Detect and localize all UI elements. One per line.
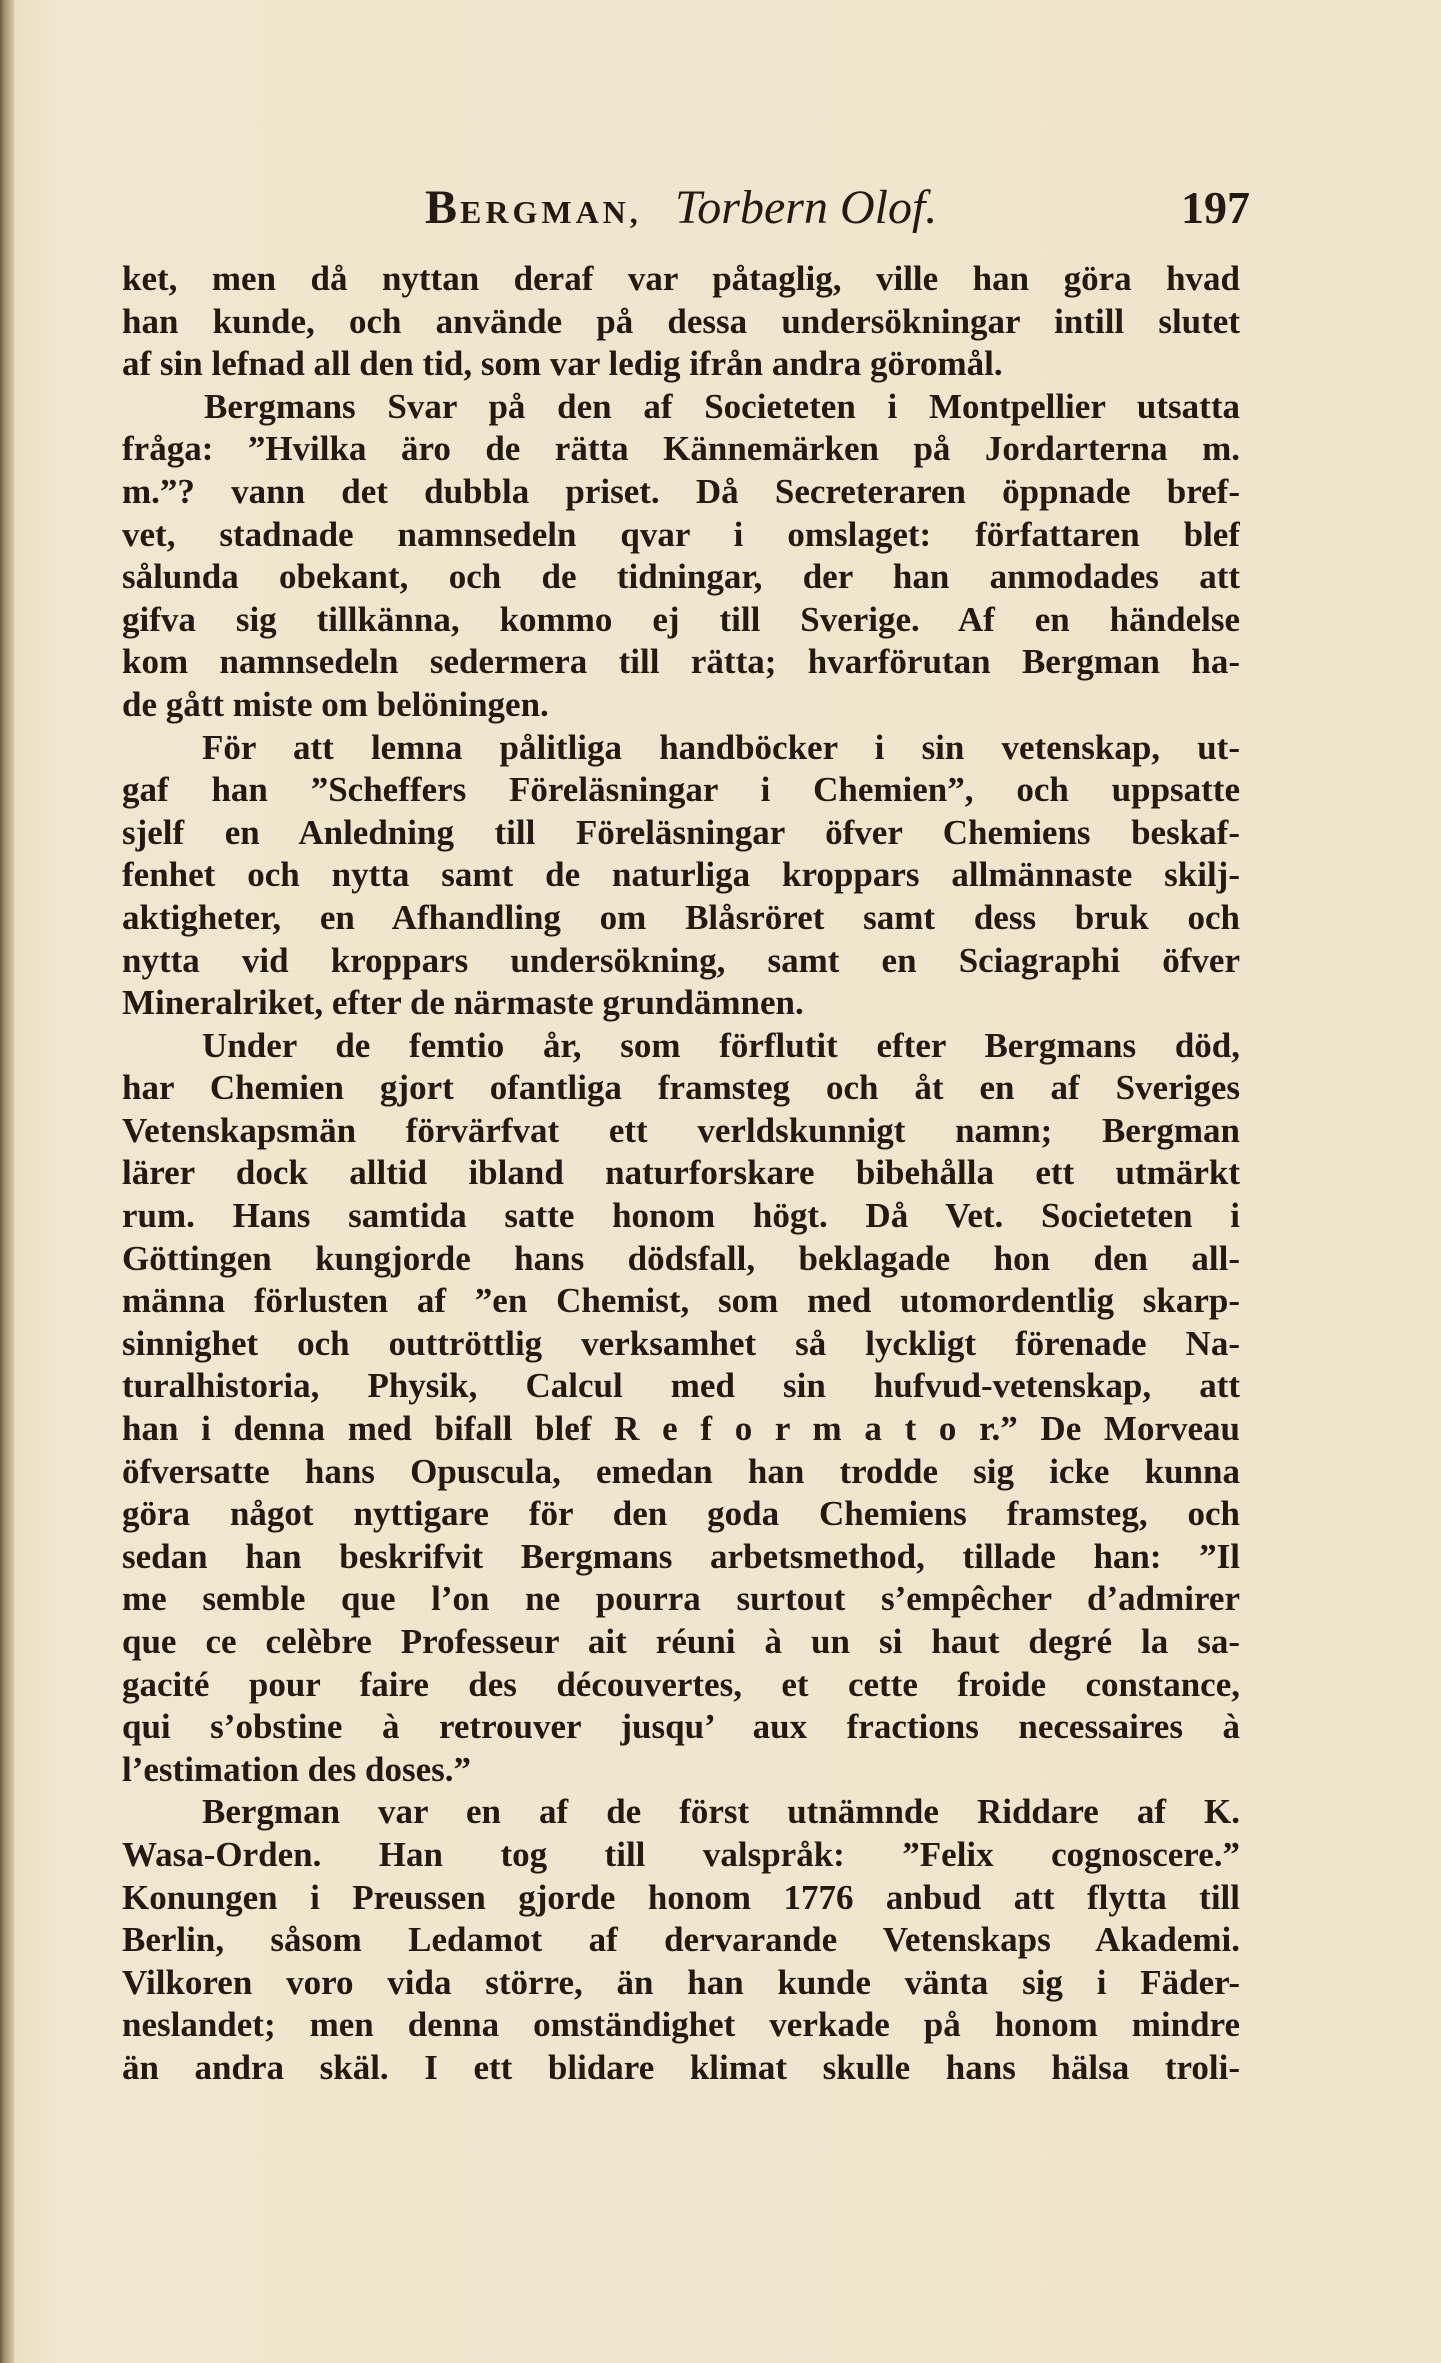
text-line: Bergman var en af de först utnämnde Riddare af K. [202,1792,1240,1832]
text-line: sålunda obekant, och de tidningar, der han anmodades att [122,557,1240,597]
running-head-surname: BERGMAN, [425,181,642,234]
text-line: Vetenskapsmän förvärfvat ett verldskunnigt namn; Bergman [122,1110,1240,1150]
running-head [120,178,1250,238]
text-line: göra något nyttigare för den goda Chemiens framsteg, och [122,1494,1240,1534]
body-text [122,258,1240,2090]
text-line: Mineralriket, efter de närmaste grundämnen. [122,983,804,1023]
text-line: fenhet och nytta samt de naturliga kroppars allmännaste skilj- [122,855,1240,895]
text-line: För att lemna pålitliga handböcker i sin vetenskap, ut- [202,727,1240,767]
text-line: kom namnsedeln sedermera till rätta; hvarförutan Bergman ha- [122,642,1240,682]
text-line: sinnighet och outtröttlig verksamhet så lyckligt förenade Na- [122,1323,1240,1363]
text-line: rum. Hans samtida satte honom högt. Då Vet. Societeten i [122,1196,1240,1236]
text-line: me semble que l’on ne pourra surtout s’empêcher d’admirer [122,1579,1240,1619]
text-line: männa förlusten af ”en Chemist, som med utomordentlig skarp- [122,1281,1240,1321]
text-line: fråga: ”Hvilka äro de rätta Kännemärken på Jordarterna m. [122,429,1240,469]
text-line: neslandet; men denna omständighet verkade på honom mindre [122,2005,1240,2045]
running-head-given-names: Torbern Olof. [675,181,938,234]
text-line: Under de femtio år, som förflutit efter Bergmans död, [202,1025,1240,1065]
text-line: sjelf en Anledning till Föreläsningar öfver Chemiens beskaf- [122,812,1240,852]
text-line: Berlin, såsom Ledamot af dervarande Vetenskaps Akademi. [122,1920,1240,1960]
text-line: Wasa-Orden. Han tog till valspråk: ”Felix cognoscere.” [122,1834,1240,1874]
text-line: lärer dock alltid ibland naturforskare bibehålla ett utmärkt [122,1153,1240,1193]
text-line: ket, men då nyttan deraf var påtaglig, ville han göra hvad [122,259,1240,298]
text-line: Vilkoren voro vida större, än han kunde vänta sig i Fäder- [122,1962,1240,2002]
text-line: än andra skäl. I ett blidare klimat skulle hans hälsa troli- [122,2047,1240,2087]
text-line: qui s’obstine à retrouver jusqu’ aux fractions necessaires à [122,1707,1240,1747]
text-line: aktigheter, en Afhandling om Blåsröret samt dess bruk och [122,897,1240,937]
text-line: Bergmans Svar på den af Societeten i Montpellier utsatta [204,386,1240,426]
text-line: de gått miste om belöningen. [122,684,549,724]
text-line: gaf han ”Scheffers Föreläsningar i Chemien”, och uppsatte [122,770,1240,810]
page-binding-edge [0,0,14,2363]
text-line: l’estimation des doses.” [122,1749,472,1789]
text-line: que ce celèbre Professeur ait réuni à un si haut degré la sa- [122,1622,1240,1661]
text-line: öfversatte hans Opuscula, emedan han trodde sig icke kunna [122,1451,1240,1491]
text-line: sedan han beskrifvit Bergmans arbetsmethod, tillade han: ”Il [122,1536,1240,1576]
text-line: har Chemien gjort ofantliga framsteg och åt en af Sveriges [122,1068,1240,1108]
text-line: han i denna med bifall blef R e f o r m a t o r.” De Morveau [122,1409,1240,1449]
text-line: gacité pour faire des découvertes, et cette froide constance, [122,1664,1240,1704]
text-line: af sin lefnad all den tid, som var ledig ifrån andra göromål. [122,344,1003,384]
text-line: nytta vid kroppars undersökning, samt en Sciagraphi öfver [122,940,1240,980]
text-line: vet, stadnade namnsedeln qvar i omslaget: författaren blef [122,514,1240,554]
text-line: Göttingen kungjorde hans dödsfall, beklagade hon den all- [122,1238,1240,1278]
text-line: turalhistoria, Physik, Calcul med sin hufvud-vetenskap, att [122,1366,1240,1406]
text-line: Konungen i Preussen gjorde honom 1776 anbud att flytta till [122,1877,1240,1917]
text-line: han kunde, och använde på dessa undersökningar intill slutet [122,301,1240,341]
text-line: gifva sig tillkänna, kommo ej till Sverige. Af en händelse [122,599,1240,639]
page-number: 197 [1181,182,1250,233]
text-line: m.”? vann det dubbla priset. Då Secreteraren öppnade bref- [122,471,1240,511]
